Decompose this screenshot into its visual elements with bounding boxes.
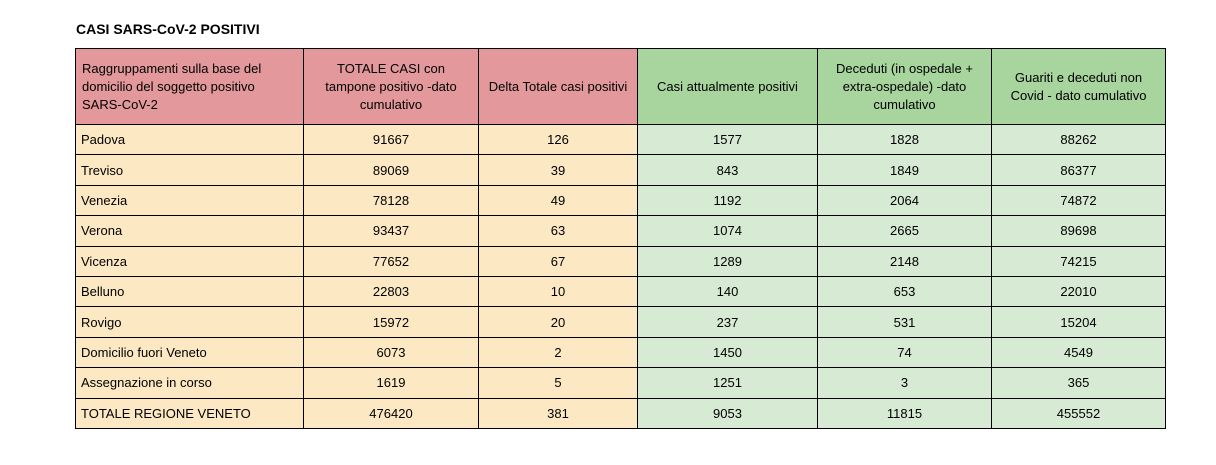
cell-delta-cases: 67 [479, 246, 638, 276]
cell-current-positive: 1074 [638, 216, 818, 246]
header-deceased: Deceduti (in ospedale + extra-ospedale) -dato cumulativo [818, 49, 992, 125]
header-area: Raggruppamenti sulla base del domicilio del soggetto positivo SARS-CoV-2 [76, 49, 304, 125]
cell-delta-cases: 20 [479, 307, 638, 337]
cell-recovered: 86377 [992, 155, 1166, 185]
cell-deceased: 1849 [818, 155, 992, 185]
cell-current-positive: 1251 [638, 368, 818, 398]
cases-table [75, 48, 1166, 429]
cell-total-cases: 78128 [304, 185, 479, 215]
cell-total-cases: 77652 [304, 246, 479, 276]
header-recovered: Guariti e deceduti non Covid - dato cumulativo [992, 49, 1166, 125]
cell-current-positive: 9053 [638, 398, 818, 428]
table-row [76, 368, 1166, 398]
header-row [76, 49, 1166, 125]
table-row [76, 185, 1166, 215]
cell-total-cases: 6073 [304, 337, 479, 367]
cell-total-cases: 93437 [304, 216, 479, 246]
cell-total-cases: 89069 [304, 155, 479, 185]
cell-area: TOTALE REGIONE VENETO [76, 398, 304, 428]
cell-area: Treviso [76, 155, 304, 185]
cell-delta-cases: 2 [479, 337, 638, 367]
cell-recovered: 88262 [992, 125, 1166, 155]
table-row [76, 246, 1166, 276]
table-row [76, 337, 1166, 367]
cell-deceased: 11815 [818, 398, 992, 428]
cell-deceased: 3 [818, 368, 992, 398]
cell-delta-cases: 39 [479, 155, 638, 185]
cell-total-cases: 476420 [304, 398, 479, 428]
cell-recovered: 22010 [992, 276, 1166, 306]
cell-current-positive: 843 [638, 155, 818, 185]
cell-deceased: 2665 [818, 216, 992, 246]
table-row [76, 155, 1166, 185]
cell-current-positive: 1289 [638, 246, 818, 276]
total-row [76, 398, 1166, 428]
cell-area: Domicilio fuori Veneto [76, 337, 304, 367]
cell-deceased: 2148 [818, 246, 992, 276]
cell-area: Verona [76, 216, 304, 246]
cell-deceased: 653 [818, 276, 992, 306]
table-row [76, 307, 1166, 337]
cell-area: Belluno [76, 276, 304, 306]
cell-deceased: 1828 [818, 125, 992, 155]
cell-recovered: 74872 [992, 185, 1166, 215]
cell-delta-cases: 10 [479, 276, 638, 306]
cell-recovered: 4549 [992, 337, 1166, 367]
cell-delta-cases: 49 [479, 185, 638, 215]
cell-total-cases: 91667 [304, 125, 479, 155]
cell-delta-cases: 381 [479, 398, 638, 428]
table-row [76, 276, 1166, 306]
cell-recovered: 455552 [992, 398, 1166, 428]
cell-recovered: 15204 [992, 307, 1166, 337]
cell-deceased: 2064 [818, 185, 992, 215]
cell-deceased: 531 [818, 307, 992, 337]
cell-recovered: 74215 [992, 246, 1166, 276]
cell-area: Assegnazione in corso [76, 368, 304, 398]
cell-area: Venezia [76, 185, 304, 215]
header-total-cases: TOTALE CASI con tampone positivo -dato cumulativo [304, 49, 479, 125]
cell-deceased: 74 [818, 337, 992, 367]
header-current-positive: Casi attualmente positivi [638, 49, 818, 125]
cell-current-positive: 1192 [638, 185, 818, 215]
cell-recovered: 365 [992, 368, 1166, 398]
cell-current-positive: 1450 [638, 337, 818, 367]
cell-current-positive: 140 [638, 276, 818, 306]
cell-total-cases: 1619 [304, 368, 479, 398]
table-row [76, 216, 1166, 246]
cell-area: Padova [76, 125, 304, 155]
cell-area: Rovigo [76, 307, 304, 337]
cell-total-cases: 15972 [304, 307, 479, 337]
cell-total-cases: 22803 [304, 276, 479, 306]
cell-recovered: 89698 [992, 216, 1166, 246]
cell-delta-cases: 126 [479, 125, 638, 155]
header-delta-cases: Delta Totale casi positivi [479, 49, 638, 125]
cell-current-positive: 237 [638, 307, 818, 337]
table-row [76, 125, 1166, 155]
page-title: CASI SARS-CoV-2 POSITIVI [76, 21, 260, 37]
cell-delta-cases: 63 [479, 216, 638, 246]
cell-area: Vicenza [76, 246, 304, 276]
cell-delta-cases: 5 [479, 368, 638, 398]
cell-current-positive: 1577 [638, 125, 818, 155]
